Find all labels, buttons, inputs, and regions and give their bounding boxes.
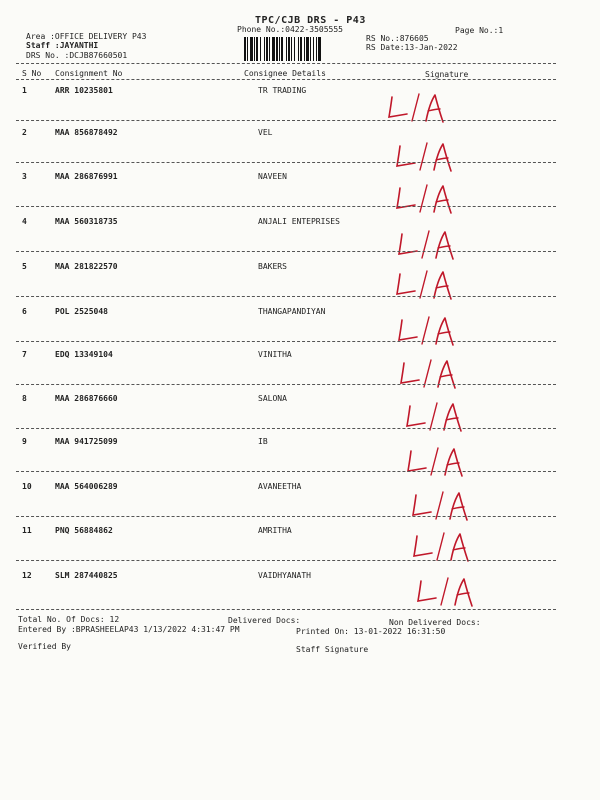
row-divider: [16, 206, 556, 207]
handwritten-signature: [393, 182, 465, 216]
row-consignment-number: EDQ 13349104: [55, 350, 113, 359]
row-serial-number: 4: [22, 217, 27, 226]
row-consignee-name: THANGAPANDIYAN: [258, 307, 326, 316]
column-header-divider: [16, 79, 556, 80]
row-consignment-number: MAA 564006289: [55, 482, 118, 491]
barcode-bar: [269, 37, 270, 61]
row-divider: [16, 428, 556, 429]
row-consignment-number: MAA 286876991: [55, 172, 118, 181]
handwritten-signature: [395, 314, 467, 348]
barcode-bar: [298, 37, 299, 61]
verified-by: Verified By: [18, 642, 71, 651]
column-header-signature: Signature: [425, 70, 469, 79]
row-consignment-number: SLM 287440825: [55, 571, 118, 580]
row-consignee-name: TR TRADING: [258, 86, 307, 95]
barcode-bar: [310, 37, 311, 61]
row-divider: [16, 471, 556, 472]
row-divider: [16, 296, 556, 297]
handwritten-signature: [397, 357, 469, 391]
row-consignment-number: MAA 941725099: [55, 437, 118, 446]
barcode-bar: [281, 37, 283, 61]
handwritten-signature: [409, 489, 481, 523]
row-serial-number: 8: [22, 394, 27, 403]
barcode-bar: [254, 37, 255, 61]
barcode-bar: [304, 37, 305, 61]
barcode-bar: [272, 37, 275, 61]
row-consignee-name: VEL: [258, 128, 273, 137]
row-divider: [16, 162, 556, 163]
row-consignee-name: SALONA: [258, 394, 287, 403]
row-divider: [16, 120, 556, 121]
row-serial-number: 1: [22, 86, 27, 95]
barcode-bar: [291, 37, 292, 61]
total-docs: Total No. Of Docs: 12: [18, 615, 120, 624]
document-title: TPC/CJB DRS - P43: [255, 15, 366, 26]
rs-date: RS Date:13-Jan-2022: [366, 43, 458, 52]
barcode: [243, 37, 357, 61]
row-consignee-name: AVANEETHA: [258, 482, 302, 491]
staff-signature: Staff Signature: [296, 645, 369, 654]
barcode-bar: [313, 37, 314, 61]
row-consignee-name: VINITHA: [258, 350, 292, 359]
row-serial-number: 2: [22, 128, 27, 137]
handwritten-signature: [410, 530, 482, 564]
handwritten-signature: [414, 575, 486, 609]
column-header-consignee: Consignee Details: [244, 69, 326, 78]
row-consignee-name: IB: [258, 437, 268, 446]
row-consignee-name: BAKERS: [258, 262, 287, 271]
barcode-bar: [260, 37, 261, 61]
barcode-bar: [264, 37, 265, 61]
header-divider: [16, 63, 556, 64]
row-consignee-name: ANJALI ENTEPRISES: [258, 217, 340, 226]
row-serial-number: 6: [22, 307, 27, 316]
barcode-bar: [250, 37, 253, 61]
handwritten-signature: [395, 228, 467, 262]
row-divider: [16, 384, 556, 385]
non-delivered-docs: Non Delivered Docs:: [389, 618, 481, 627]
rs-number: RS No.:876605: [366, 34, 429, 43]
row-consignment-number: MAA 856878492: [55, 128, 118, 137]
barcode-bar: [266, 37, 268, 61]
row-consignee-name: VAIDHYANATH: [258, 571, 311, 580]
barcode-bar: [306, 37, 309, 61]
barcode-bar: [256, 37, 258, 61]
drs-number: DRS No. :DCJB87660501: [26, 51, 128, 60]
handwritten-signature: [393, 140, 465, 174]
handwritten-signature: [404, 445, 476, 479]
row-consignment-number: MAA 560318735: [55, 217, 118, 226]
barcode-bar: [247, 37, 248, 61]
barcode-bar: [276, 37, 278, 61]
column-header-sno: S No: [22, 69, 42, 78]
barcode-bar: [244, 37, 246, 61]
barcode-bar: [300, 37, 302, 61]
footer-divider: [16, 609, 556, 610]
row-serial-number: 12: [22, 571, 32, 580]
delivered-docs: Delivered Docs:: [228, 616, 301, 625]
barcode-bar: [294, 37, 295, 61]
page-number: Page No.:1: [455, 26, 504, 35]
row-consignment-number: MAA 281822570: [55, 262, 118, 271]
row-consignment-number: ARR 10235801: [55, 86, 113, 95]
row-serial-number: 3: [22, 172, 27, 181]
barcode-bar: [316, 37, 317, 61]
row-serial-number: 10: [22, 482, 32, 491]
row-consignment-number: PNQ 56884862: [55, 526, 113, 535]
entered-by: Entered By :BPRASHEELAP43 1/13/2022 4:31:47 PM: [18, 625, 240, 634]
row-serial-number: 7: [22, 350, 27, 359]
barcode-bar: [286, 37, 287, 61]
row-divider: [16, 516, 556, 517]
row-serial-number: 11: [22, 526, 32, 535]
row-consignment-number: POL 2525048: [55, 307, 108, 316]
area-label: Area :OFFICE DELIVERY P43: [26, 32, 147, 41]
row-consignment-number: MAA 286876660: [55, 394, 118, 403]
barcode-bar: [318, 37, 321, 61]
row-serial-number: 9: [22, 437, 27, 446]
row-consignee-name: AMRITHA: [258, 526, 292, 535]
staff-label: Staff :JAYANTHI: [26, 41, 99, 50]
row-divider: [16, 251, 556, 252]
phone-number: Phone No.:0422-3505555: [237, 25, 343, 34]
column-header-consignment: Consignment No: [55, 69, 123, 78]
barcode-bar: [288, 37, 290, 61]
row-serial-number: 5: [22, 262, 27, 271]
row-consignee-name: NAVEEN: [258, 172, 287, 181]
row-divider: [16, 341, 556, 342]
printed-on: Printed On: 13-01-2022 16:31:50: [296, 627, 446, 636]
row-divider: [16, 560, 556, 561]
barcode-bar: [279, 37, 280, 61]
